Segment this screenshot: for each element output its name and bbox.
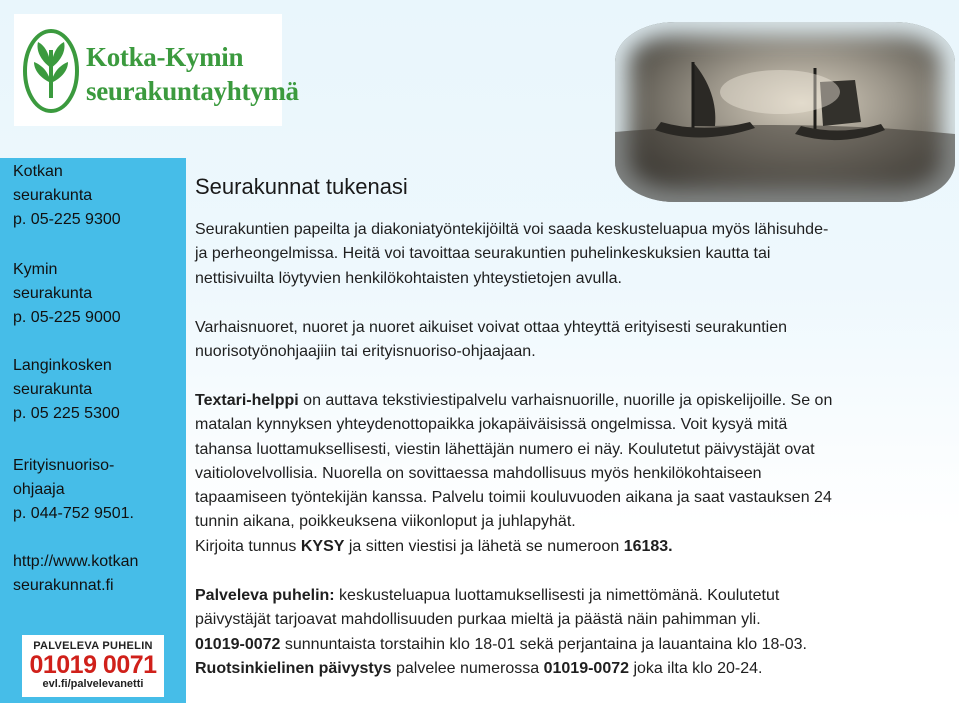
- paragraph-palveleva-puhelin: [195, 584, 945, 681]
- p4-line-2: päivystäjät tarjoavat mahdollisuuden purkaa mieltä ja päästä näin pahimman yli.: [195, 611, 761, 629]
- p3-line-7-a: Kirjoita tunnus: [195, 537, 301, 555]
- p1-line-2: ja perheongelmissa. Heitä voi tavoittaa seurakuntien puhelinkeskuksien kautta tai: [195, 245, 771, 263]
- banner-phone: 01019 0071: [29, 651, 157, 679]
- p4-line-1: [195, 584, 945, 608]
- sidebar-url-line2[interactable]: seurakunnat.fi: [13, 577, 114, 594]
- banner-url: evl.fi/palvelevanetti: [42, 678, 144, 690]
- sidebar: [0, 158, 186, 703]
- p3-line-6: tunnin aikana, poikkeuksena viikonloput ja juhlapyhät.: [195, 513, 576, 531]
- sailboat-sculpture-photo: [615, 22, 955, 202]
- sidebar-kymi: [13, 258, 121, 330]
- sidebar-erityis-name1: Erityisnuoriso-: [13, 457, 115, 474]
- sidebar-kotka-phone: p. 05-225 9300: [13, 211, 121, 228]
- sidebar-kotka: [13, 160, 121, 232]
- p3-line-3: tahansa luottamuksellisesti, viestin lähettäjän numero ei näy. Koulutetut päivystäjät ovat: [195, 440, 815, 458]
- sidebar-erityis-name2: ohjaaja: [13, 481, 65, 498]
- sidebar-langinkoski-phone: p. 05 225 5300: [13, 405, 120, 422]
- swedish-phone-number: 01019-0072: [543, 659, 630, 677]
- logo-line-2: seurakuntayhtymä: [86, 76, 299, 106]
- logo: [14, 14, 299, 126]
- finnish-phone-number: 01019-0072: [195, 635, 281, 653]
- palveleva-puhelin-banner: [22, 635, 164, 697]
- p2-line-2: nuorisotyönohjaajiin tai erityisnuoriso-ohjaajaan.: [195, 343, 536, 361]
- sidebar-langinkoski-name2: seurakunta: [13, 381, 93, 398]
- sidebar-kotka-name1: Kotkan: [13, 163, 63, 180]
- sidebar-kymi-name2: seurakunta: [13, 285, 93, 302]
- palveleva-puhelin-label: Palveleva puhelin:: [195, 587, 335, 604]
- p4-line-3-rest: sunnuntaista torstaihin klo 18-01 sekä perjantaina ja lauantaina klo 18-03.: [280, 635, 807, 653]
- p4-line-3: [195, 633, 945, 657]
- sidebar-langinkoski-name1: Langinkosken: [13, 357, 112, 374]
- sidebar-kymi-phone: p. 05-225 9000: [13, 309, 121, 326]
- paragraph-2: [195, 316, 945, 365]
- textari-helppi-label: Textari-helppi: [195, 392, 299, 409]
- sailboat-icon: [615, 22, 955, 202]
- logo-line-1: Kotka-Kymin: [86, 42, 244, 72]
- sidebar-website-link[interactable]: [13, 550, 138, 598]
- paragraph-textari: [195, 389, 945, 559]
- p2-line-1: Varhaisnuoret, nuoret ja nuoret aikuiset voivat ottaa yhteyttä erityisesti seurakuntien: [195, 319, 788, 336]
- paragraph-1: [195, 218, 945, 291]
- p3-line-4: vaitiolovelvollisia. Nuorella on sovittaessa mahdollisuus myös henkilökohtaiseen: [195, 464, 762, 482]
- p4-line-4-mid: palvelee numerossa: [391, 659, 544, 677]
- p3-line-2: matalan kynnyksen yhteydenottopaikka jokapäiväisissä ongelmissa. Voit kysyä mitä: [195, 416, 788, 434]
- sidebar-erityis: [13, 454, 134, 526]
- sidebar-erityis-phone: p. 044-752 9501.: [13, 505, 134, 522]
- banner-title: PALVELEVA PUHELIN: [33, 640, 153, 652]
- page-title: Seurakunnat tukenasi: [195, 174, 408, 199]
- p3-line-7: [195, 535, 945, 559]
- p3-line-7-c: ja sitten viestisi ja lähetä se numeroon: [344, 537, 624, 555]
- p4-line-4: [195, 657, 945, 681]
- p3-line-5: tapaamiseen työntekijän kanssa. Palvelu toimii kouluvuoden aikana ja saat vastauksen 24: [195, 489, 832, 507]
- swedish-service-label: Ruotsinkielinen päivystys: [195, 659, 392, 677]
- p1-line-1: Seurakuntien papeilta ja diakoniatyöntekijöiltä voi saada keskusteluapua myös lähisuhde-: [195, 221, 829, 238]
- sidebar-url-line1[interactable]: http://www.kotkan: [13, 553, 139, 570]
- p3-line-1: [195, 389, 945, 413]
- p4-line-4-end: joka ilta klo 20-24.: [629, 659, 763, 677]
- p1-line-3: nettisivuilta löytyvien henkilökohtaisten yhteystietojen avulla.: [195, 269, 622, 287]
- sms-number: 16183.: [623, 537, 673, 555]
- p4-line-1-rest: keskusteluapua luottamuksellisesti ja nimettömänä. Koulutetut: [334, 587, 780, 604]
- leaf-emblem-icon: [22, 28, 80, 114]
- kysy-keyword: KYSY: [300, 537, 345, 555]
- p3-line-1-rest: on auttava tekstiviestipalvelu varhaisnuorille, nuorille ja opiskelijoille. Se on: [298, 392, 833, 409]
- sidebar-kymi-name1: Kymin: [13, 261, 58, 278]
- sidebar-langinkoski: [13, 354, 120, 426]
- sidebar-kotka-name2: seurakunta: [13, 187, 93, 204]
